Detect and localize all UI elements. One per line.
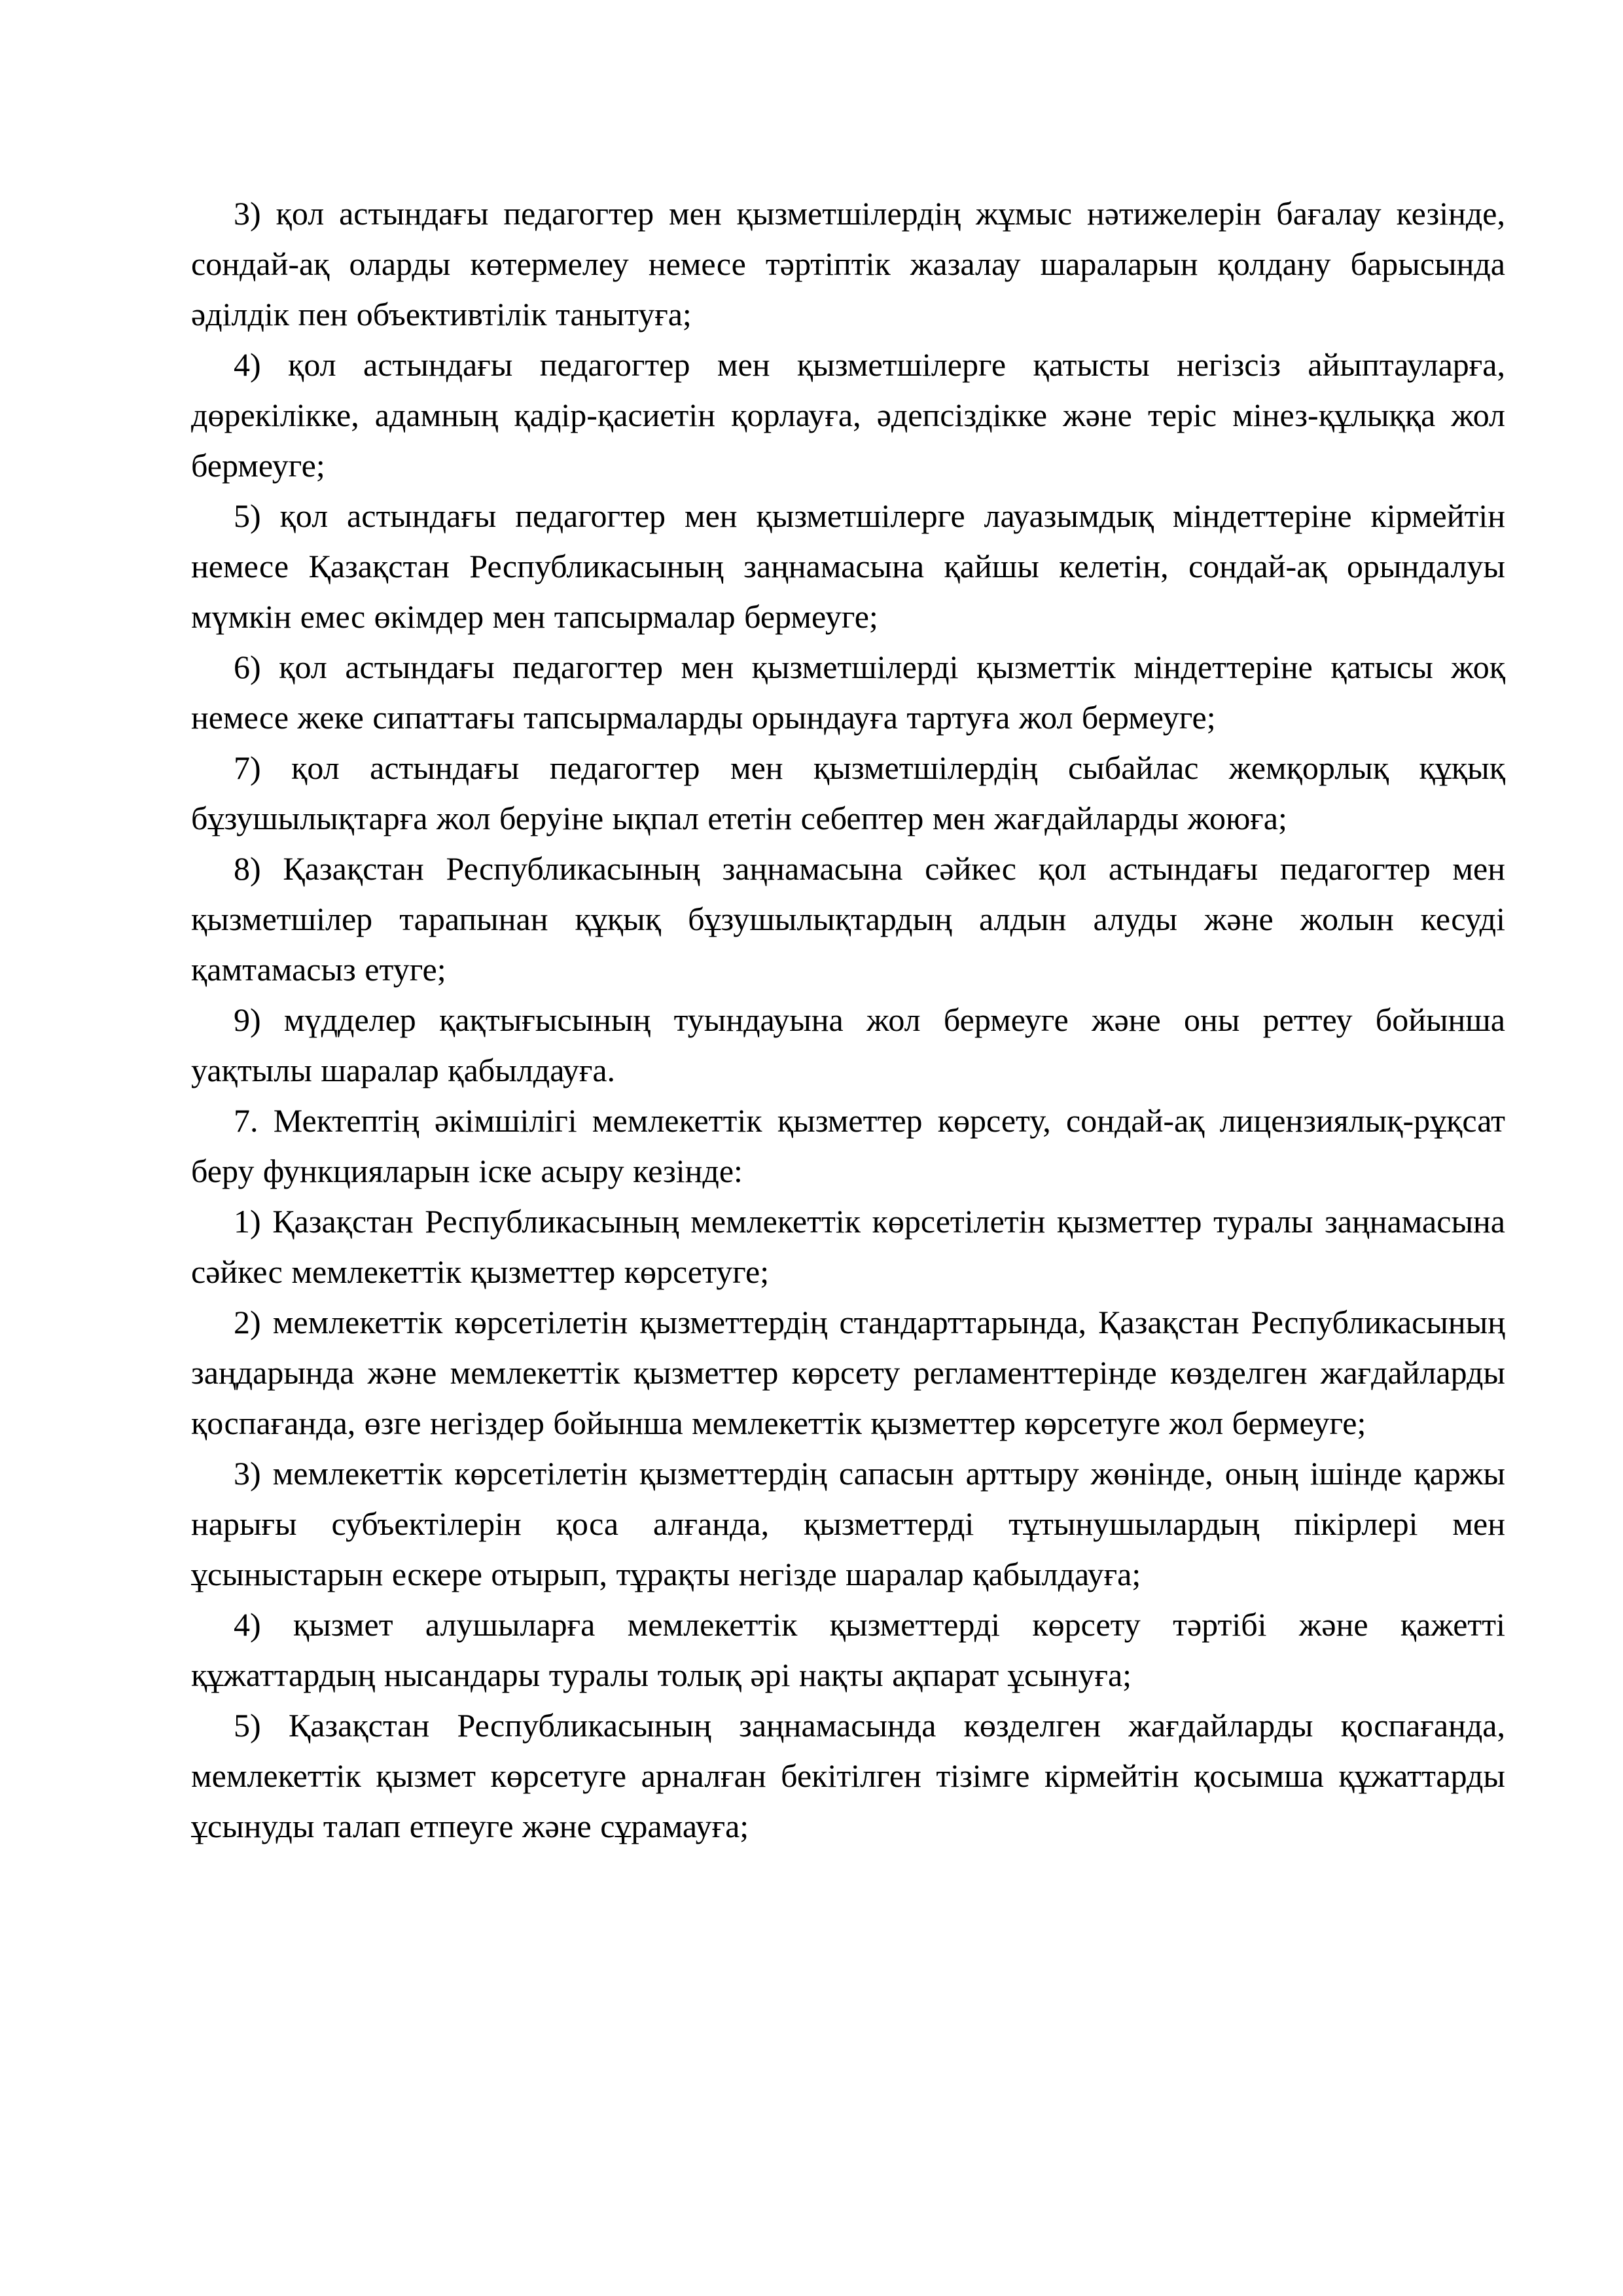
subclause-4: 4) қызмет алушыларға мемлекеттік қызметтерді көрсету тәртібі және қажетті құжаттардың нысандары туралы толық әрі нақты ақпарат ұсынуға; (191, 1606, 1505, 1693)
clause-5: 5) қол астындағы педагогтер мен қызметшілерге лауазымдық міндеттеріне кірмейтін немесе Қазақстан Республикасының заңнамасына қайшы келетін, сондай-ақ орындалуы мүмкін емес өкімдер мен тапсырмалар бермеуге; (191, 497, 1505, 635)
clause-6: 6) қол астындағы педагогтер мен қызметшілерді қызметтік міндеттеріне қатысы жоқ немесе жеке сипаттағы тапсырмаларды орындауға тартуға жол бермеуге; (191, 649, 1505, 736)
section-7: 7. Мектептің әкімшілігі мемлекеттік қызметтер көрсету, сондай-ақ лицензиялық-рұқсат беру функцияларын іске асыру кезінде: (191, 1102, 1505, 1189)
clause-4: 4) қол астындағы педагогтер мен қызметшілерге қатысты негізсіз айыптауларға, дөрекілікке, адамның қадір-қасиетін қорлауға, әдепсіздікке және теріс мінез-құлыққа жол бермеуге; (191, 346, 1505, 484)
clause-7: 7) қол астындағы педагогтер мен қызметшілердің сыбайлас жемқорлық құқық бұзушылықтарға жол беруіне ықпал ететін себептер мен жағдайларды жоюға; (191, 749, 1505, 836)
subclause-3: 3) мемлекеттік көрсетілетін қызметтердің сапасын арттыру жөнінде, оның ішінде қаржы нарығы субъектілерін қоса алғанда, қызметтерді тұтынушылардың пікірлері мен ұсыныстарын ескере отырып, тұрақты негізде шаралар қабылдауға; (191, 1455, 1505, 1592)
subclause-2: 2) мемлекеттік көрсетілетін қызметтердің стандарттарында, Қазақстан Республикасының заңдарында және мемлекеттік қызметтер көрсету регламенттерінде көзделген жағдайларды қоспағанда, өзге негіздер бойынша мемлекеттік қызметтер көрсетуге жол бермеуге; (191, 1304, 1505, 1441)
clause-8: 8) Қазақстан Республикасының заңнамасына сәйкес қол астындағы педагогтер мен қызметшілер тарапынан құқық бұзушылықтардың алдын алуды және жолын кесуді қамтамасыз етуге; (191, 850, 1505, 988)
text-block (191, 188, 1505, 1852)
clause-9: 9) мүдделер қақтығысының туындауына жол бермеуге және оны реттеу бойынша уақтылы шаралар қабылдауға. (191, 1001, 1505, 1088)
subclause-1: 1) Қазақстан Республикасының мемлекеттік көрсетілетін қызметтер туралы заңнамасына сәйкес мемлекеттік қызметтер көрсетуге; (191, 1203, 1505, 1290)
clause-3: 3) қол астындағы педагогтер мен қызметшілердің жұмыс нәтижелерін бағалау кезінде, сондай-ақ оларды көтермелеу немесе тәртіптік жазалау шараларын қолдану барысында әділдік пен объективтілік танытуға; (191, 195, 1505, 332)
subclause-5: 5) Қазақстан Республикасының заңнамасында көзделген жағдайларды қоспағанда, мемлекеттік қызмет көрсетуге арналған бекітілген тізімге кірмейтін қосымша құжаттарды ұсынуды талап етпеуге және сұрамауға; (191, 1707, 1505, 1844)
